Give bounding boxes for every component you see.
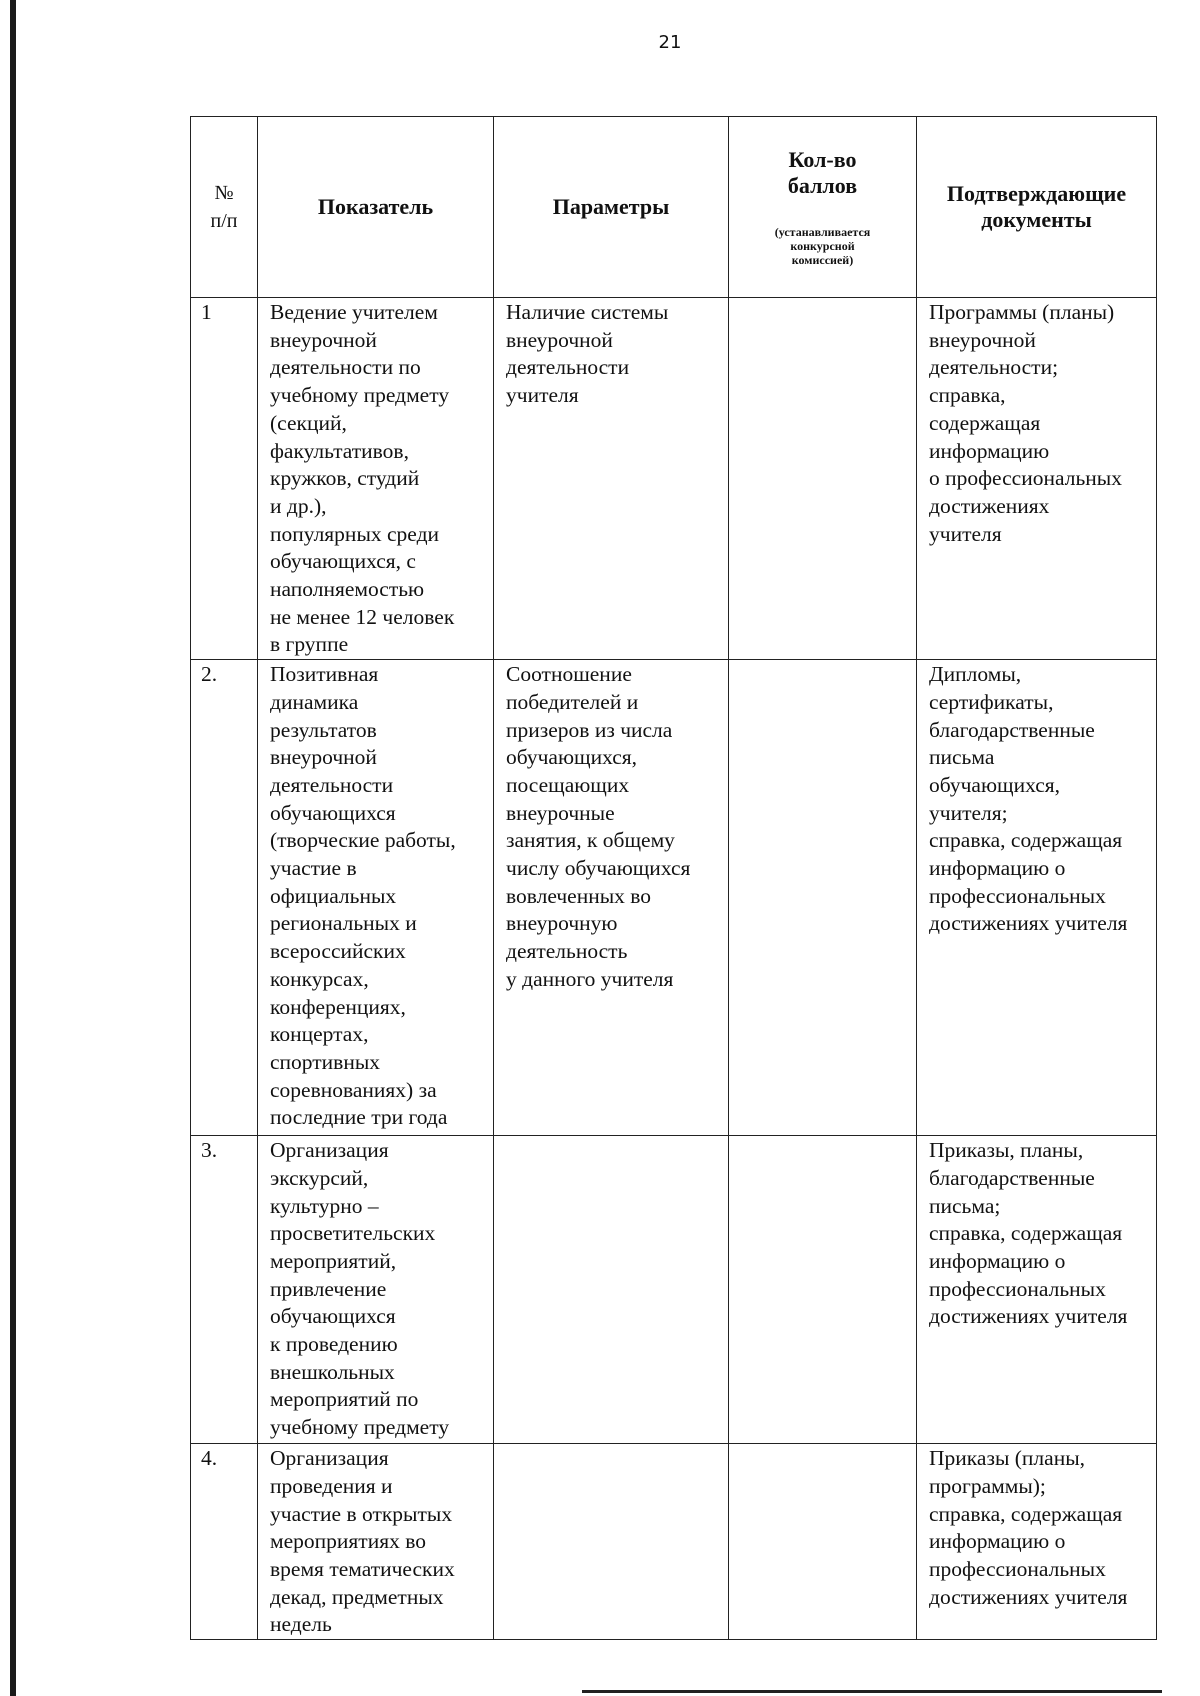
header-number: № п/п (191, 117, 258, 298)
page-bottom-rule (582, 1690, 1162, 1693)
row-indicator: Организация экскурсий, культурно – просветительских мероприятий, привлечение обучающихся к проведению внешкольных мероприятий по учебному предмету (258, 1136, 494, 1444)
row-number: 3. (191, 1136, 258, 1444)
row-score (729, 1136, 917, 1444)
header-parameters: Параметры (494, 117, 729, 298)
row-parameters: Соотношение победителей и призеров из числа обучающихся, посещающих внеурочные занятия, к общему числу обучающихся вовлеченных во внеурочную деятельность у данного учителя (494, 660, 729, 1136)
row-number: 4. (191, 1444, 258, 1640)
row-documents: Приказы, планы, благодарственные письма; справка, содержащая информацию о профессиональных достижениях учителя (917, 1136, 1157, 1444)
row-documents: Программы (планы) внеурочной деятельности; справка, содержащая информацию о профессиональных достижениях учителя (917, 298, 1157, 660)
row-documents: Приказы (планы, программы); справка, содержащая информацию о профессиональных достижениях учителя (917, 1444, 1157, 1640)
header-documents: Подтверждающие документы (917, 117, 1157, 298)
row-parameters (494, 1136, 729, 1444)
table-header-row (191, 117, 1157, 298)
row-parameters: Наличие системы внеурочной деятельности учителя (494, 298, 729, 660)
row-indicator: Организация проведения и участие в открытых мероприятиях во время тематических декад, предметных недель (258, 1444, 494, 1640)
row-number: 2. (191, 660, 258, 1136)
header-indicator: Показатель (258, 117, 494, 298)
row-score (729, 298, 917, 660)
table-row (191, 660, 1157, 1136)
page-edge-bar (10, 0, 16, 1696)
table-row (191, 1444, 1157, 1640)
row-indicator: Позитивная динамика результатов внеурочной деятельности обучающихся (творческие работы, участие в официальных региональных и всероссийских конкурсах, конференциях, концертах, спортивных соревнованиях) за последние три года (258, 660, 494, 1136)
header-score-note: (устанавливается конкурсной комиссией) (774, 225, 871, 267)
row-score (729, 660, 917, 1136)
row-parameters (494, 1444, 729, 1640)
header-score-label: Кол-во баллов (787, 147, 858, 198)
criteria-table (190, 116, 1157, 1640)
page-number: 21 (658, 32, 682, 53)
row-score (729, 1444, 917, 1640)
row-indicator: Ведение учителем внеурочной деятельности по учебному предмету (секций, факультативов, кружков, студий и др.), популярных среди обучающихся, с наполняемостью не менее 12 человек в группе (258, 298, 494, 660)
header-score (729, 117, 917, 298)
row-documents: Дипломы, сертификаты, благодарственные письма обучающихся, учителя; справка, содержащая информацию о профессиональных достижениях учителя (917, 660, 1157, 1136)
table-row (191, 298, 1157, 660)
table-row (191, 1136, 1157, 1444)
row-number: 1 (191, 298, 258, 660)
